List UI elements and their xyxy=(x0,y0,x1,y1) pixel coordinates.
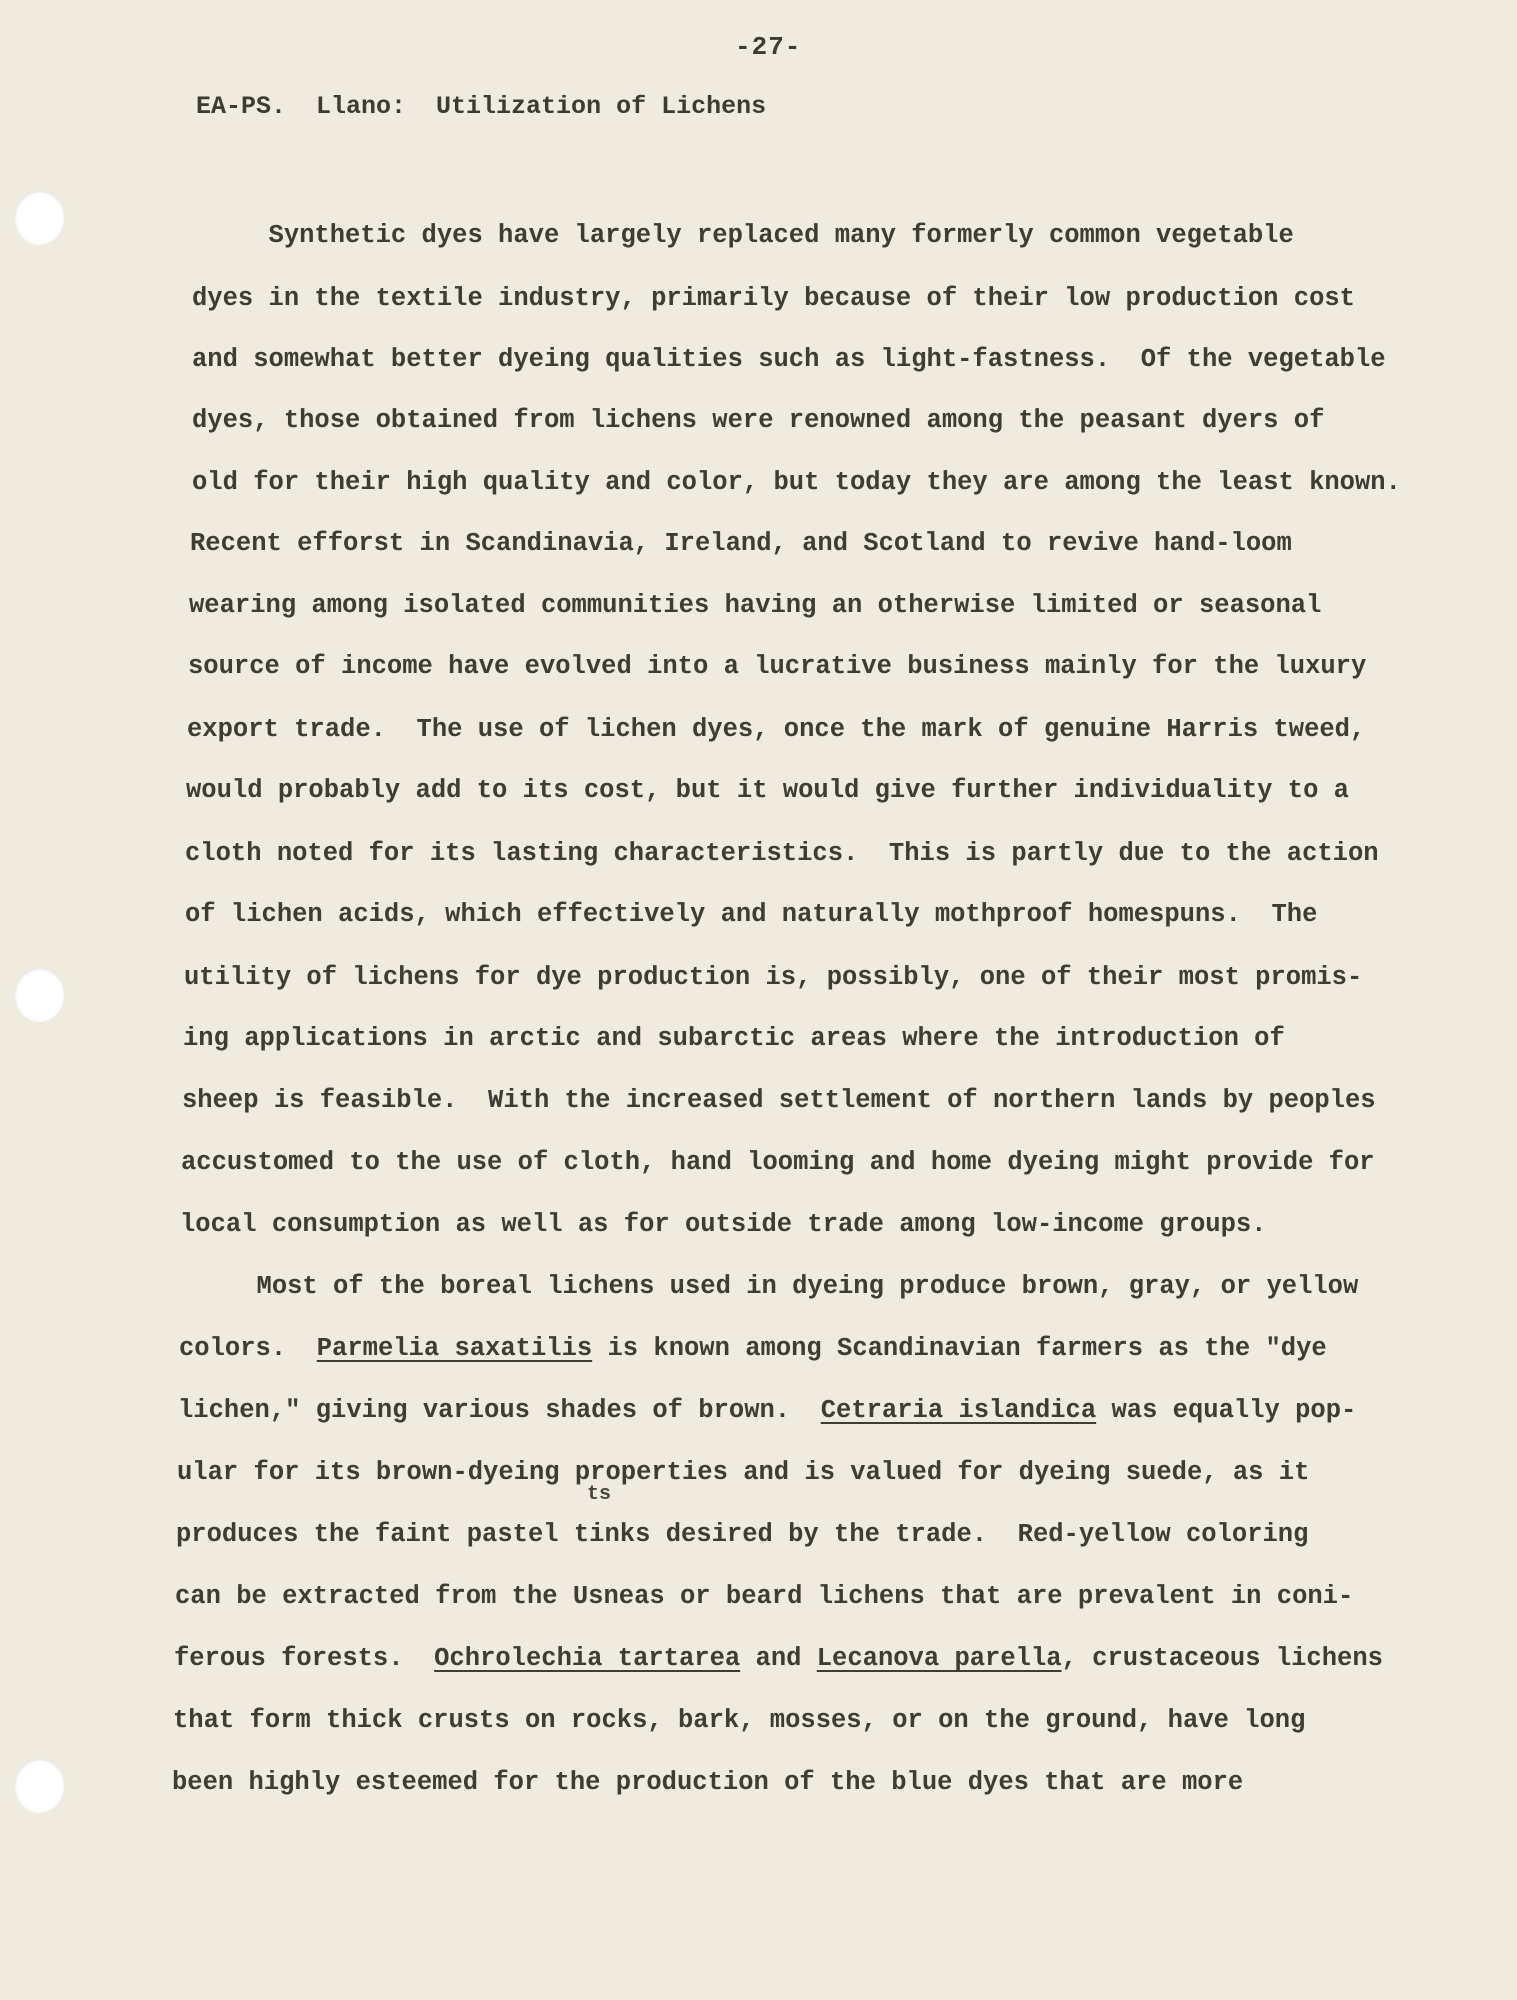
text-run: Recent efforst in Scandinavia, Ireland, and Scotland to revive hand-loom xyxy=(190,529,1292,558)
text-line xyxy=(192,344,1386,376)
text-line xyxy=(180,1271,1358,1303)
text-run: , crustaceous lichens xyxy=(1061,1644,1383,1673)
text-line xyxy=(178,1395,1356,1427)
text-run: that form thick crusts on rocks, bark, mosses, or on the ground, have long xyxy=(173,1706,1306,1735)
text-run: ular for its brown-dyeing properties and is valued for dyeing suede, as it xyxy=(177,1458,1310,1487)
text-run: export trade. The use of lichen dyes, once the mark of genuine Harris tweed, xyxy=(187,715,1366,744)
text-run: desired by the trade. Red-yellow coloring xyxy=(650,1520,1309,1549)
text-line xyxy=(181,1147,1375,1179)
species-name: Ochrolechia tartarea xyxy=(434,1644,741,1673)
text-run: sheep is feasible. With the increased settlement of northern lands by peoples xyxy=(182,1086,1376,1115)
text-run: Most of the boreal lichens used in dyeing produce brown, gray, or yellow xyxy=(180,1272,1359,1301)
page-number: -27- xyxy=(735,32,802,62)
text-run: is known among Scandinavian farmers as the "dye xyxy=(592,1334,1327,1363)
text-run: ing applications in arctic and subarctic areas where the introduction of xyxy=(183,1024,1285,1053)
species-name: Lecanova parella xyxy=(816,1644,1062,1673)
text-line xyxy=(184,962,1362,994)
corrected-word: tinks xyxy=(573,1520,651,1549)
text-run: of lichen acids, which effectively and naturally mothproof homespuns. The xyxy=(185,900,1318,929)
text-line xyxy=(188,651,1366,683)
text-line xyxy=(185,838,1379,870)
text-line xyxy=(176,1519,1308,1551)
text-line xyxy=(187,714,1365,746)
text-line xyxy=(172,1767,1243,1799)
text-run: Synthetic dyes have largely replaced many formerly common vegetable xyxy=(192,221,1294,250)
text-line xyxy=(180,1209,1266,1241)
text-line xyxy=(192,220,1294,252)
text-run: cloth noted for its lasting characteristics. This is partly due to the action xyxy=(185,839,1379,868)
species-name: Cetraria islandica xyxy=(820,1396,1097,1425)
text-run: and somewhat better dyeing qualities such as light-fastness. Of the vegetable xyxy=(192,345,1386,374)
text-run: can be extracted from the Usneas or beard lichens that are prevalent in coni- xyxy=(175,1582,1354,1611)
text-run: was equally pop- xyxy=(1096,1396,1357,1425)
text-line xyxy=(192,405,1324,437)
text-run: utility of lichens for dye production is, possibly, one of their most promis- xyxy=(184,963,1363,992)
text-line xyxy=(183,1023,1285,1055)
text-line xyxy=(182,1085,1376,1117)
text-run: accustomed to the use of cloth, hand looming and home dyeing might provide for xyxy=(181,1148,1375,1177)
text-run: lichen," giving various shades of brown. xyxy=(178,1396,821,1425)
text-run: ferous forests. xyxy=(174,1644,435,1673)
text-line xyxy=(185,899,1317,931)
text-run: dyes, those obtained from lichens were renowned among the peasant dyers of xyxy=(192,406,1325,435)
text-line xyxy=(179,1333,1327,1365)
text-run: wearing among isolated communities having an otherwise limited or seasonal xyxy=(189,591,1322,620)
text-line xyxy=(173,1705,1305,1737)
text-line xyxy=(189,590,1321,622)
text-line xyxy=(175,1581,1353,1613)
text-run: local consumption as well as for outside trade among low-income groups. xyxy=(180,1210,1267,1239)
text-run: produces the faint pastel xyxy=(176,1520,574,1549)
text-run: dyes in the textile industry, primarily because of their low production cost xyxy=(192,284,1355,313)
typed-insertion: ts xyxy=(587,1483,612,1506)
text-line xyxy=(177,1457,1309,1489)
text-line xyxy=(192,467,1401,499)
text-run: source of income have evolved into a lucrative business mainly for the luxury xyxy=(188,652,1367,681)
text-run: colors. xyxy=(179,1334,317,1363)
text-line xyxy=(174,1643,1383,1675)
text-run: been highly esteemed for the production of the blue dyes that are more xyxy=(172,1768,1244,1797)
text-run: and xyxy=(740,1644,817,1673)
text-line xyxy=(190,528,1292,560)
species-name: Parmelia saxatilis xyxy=(316,1334,593,1363)
text-line xyxy=(192,283,1355,315)
text-line xyxy=(186,775,1349,807)
document-header: EA-PS. Llano: Utilization of Lichens xyxy=(196,92,767,121)
text-run: would probably add to its cost, but it would give further individuality to a xyxy=(186,776,1349,805)
text-run: old for their high quality and color, but today they are among the least known. xyxy=(192,468,1401,497)
